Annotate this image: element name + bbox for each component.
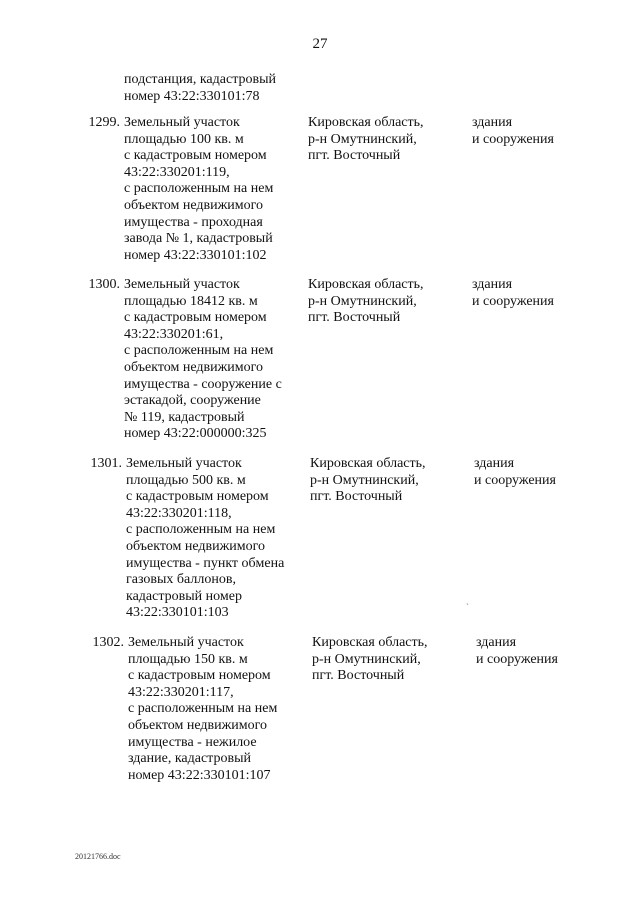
- description-line: 43:22:330101:103: [126, 605, 229, 621]
- description-line: подстанция, кадастровый: [124, 72, 276, 87]
- description-line: 43:22:330201:118,: [126, 505, 232, 521]
- description-line: Земельный участок: [124, 115, 240, 130]
- location-line: р-н Омутнинский,: [310, 472, 419, 488]
- entry-location: [308, 115, 458, 165]
- description-line: завода № 1, кадастровый: [124, 231, 273, 247]
- description-line: с расположенным на нем: [126, 522, 276, 538]
- description-line: номер 43:22:330101:102: [124, 247, 267, 263]
- category-line: здания: [474, 456, 515, 471]
- description-line: с кадастровым номером: [124, 310, 267, 326]
- description-line: с расположенным на нем: [124, 181, 274, 197]
- category-line: и сооружения: [472, 293, 554, 309]
- description-line: Земельный участок: [124, 277, 240, 292]
- location-line: Кировская область,: [310, 456, 426, 471]
- description-line: Земельный участок: [126, 456, 242, 471]
- description-line: с кадастровым номером: [128, 668, 271, 684]
- location-line: пгт. Восточный: [308, 310, 401, 326]
- description-line: имущества - нежилое: [128, 734, 257, 750]
- file-name-footer: 20121766.doc: [75, 852, 121, 861]
- entry-number: 1302.: [92, 635, 124, 650]
- description-line: объектом недвижимого: [124, 359, 264, 375]
- description-line: объектом недвижимого: [126, 538, 266, 554]
- description-line: газовых баллонов,: [126, 572, 236, 588]
- entry-number: 1299.: [88, 115, 120, 130]
- category-line: и сооружения: [476, 651, 558, 667]
- location-line: р-н Омутнинский,: [312, 651, 421, 667]
- description-line: площадью 150 кв. м: [128, 651, 248, 667]
- description-line: № 119, кадастровый: [124, 409, 245, 425]
- entry-category: [476, 635, 606, 668]
- description-line: с расположенным на нем: [128, 701, 278, 717]
- scan-speck: `: [466, 602, 469, 612]
- description-line: имущества - сооружение с: [124, 376, 282, 392]
- description-line: объектом недвижимого: [128, 717, 268, 733]
- entry-location: [310, 456, 460, 506]
- description-line: имущества - пункт обмена: [126, 555, 285, 571]
- description-line: с расположенным на нем: [124, 343, 274, 359]
- description-line: здание, кадастровый: [128, 751, 251, 767]
- location-line: Кировская область,: [308, 277, 424, 292]
- description-line: 43:22:330201:117,: [128, 684, 234, 700]
- location-line: Кировская область,: [308, 115, 424, 130]
- description-line: объектом недвижимого: [124, 197, 264, 213]
- category-line: и сооружения: [474, 472, 556, 488]
- description-line: с кадастровым номером: [126, 489, 269, 505]
- location-line: р-н Омутнинский,: [308, 131, 417, 147]
- location-line: пгт. Восточный: [310, 489, 403, 505]
- description-line: 43:22:330201:61,: [124, 326, 224, 342]
- category-line: здания: [472, 277, 513, 292]
- entry-category: [472, 277, 602, 310]
- location-line: пгт. Восточный: [308, 148, 401, 164]
- location-line: пгт. Восточный: [312, 668, 405, 684]
- description-line: 43:22:330201:119,: [124, 164, 230, 180]
- entry-category: [474, 456, 604, 489]
- location-line: Кировская область,: [312, 635, 428, 650]
- description-line: Земельный участок: [128, 635, 244, 650]
- description-line: площадью 100 кв. м: [124, 131, 244, 147]
- entry-location: [312, 635, 462, 685]
- entry-category: [472, 115, 602, 148]
- description-line: кадастровый номер: [126, 588, 242, 604]
- page-number: 27: [312, 36, 328, 52]
- category-line: здания: [472, 115, 513, 130]
- description-line: с кадастровым номером: [124, 148, 267, 164]
- entry-description: [128, 635, 318, 784]
- description-line: номер 43:22:330101:107: [128, 767, 271, 783]
- description-line: площадью 500 кв. м: [126, 472, 246, 488]
- continuation-description: [124, 72, 314, 105]
- entry-description: [124, 115, 314, 264]
- entry-number: 1300.: [88, 277, 120, 292]
- location-line: р-н Омутнинский,: [308, 293, 417, 309]
- category-line: здания: [476, 635, 517, 650]
- description-line: номер 43:22:000000:325: [124, 426, 267, 442]
- entry-location: [308, 277, 458, 327]
- description-line: номер 43:22:330101:78: [124, 88, 260, 104]
- entry-description: [126, 456, 316, 622]
- description-line: имущества - проходная: [124, 214, 263, 230]
- description-line: эстакадой, сооружение: [124, 393, 261, 409]
- entry-number: 1301.: [90, 456, 122, 471]
- category-line: и сооружения: [472, 131, 554, 147]
- entry-description: [124, 277, 314, 443]
- description-line: площадью 18412 кв. м: [124, 293, 258, 309]
